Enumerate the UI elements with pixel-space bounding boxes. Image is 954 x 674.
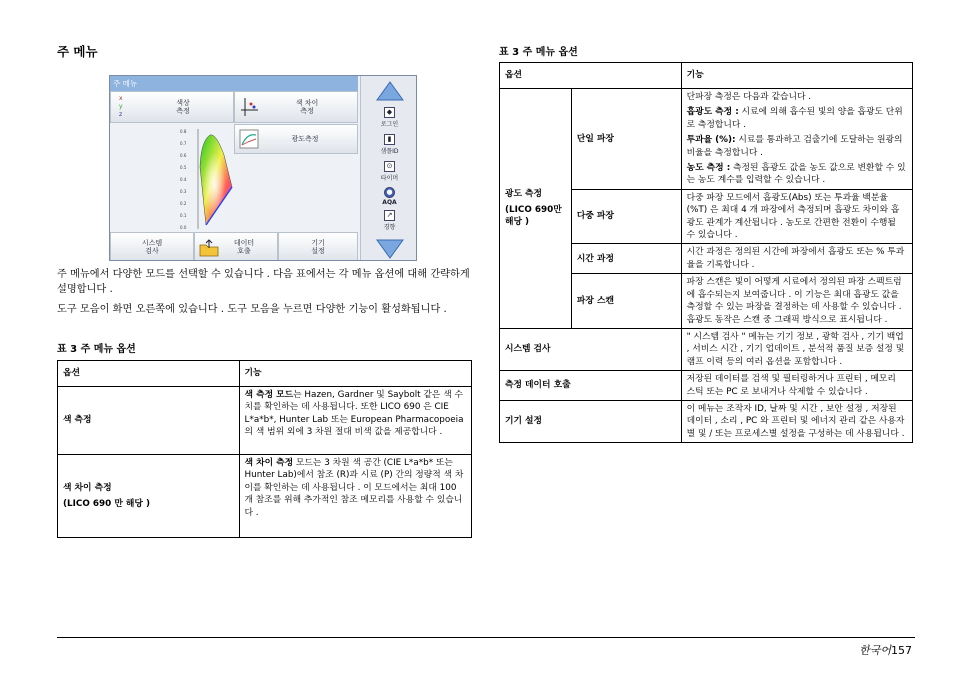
row-name-color-diff-note: (LICO 690 만 해당 )	[63, 498, 150, 509]
tick-label: 0.6	[180, 153, 187, 158]
row-name-color: 색 측정	[58, 387, 240, 455]
side-item-trend-label: 경향	[383, 224, 396, 231]
single-item-3-bold: 농도 측정 :	[686, 163, 731, 174]
tick-label: 0.1	[180, 213, 187, 218]
right-options-table	[499, 62, 913, 443]
axes-icon	[239, 96, 259, 118]
row-desc-multi: 다중 파장 모드에서 흡광도(Abs) 또는 투과율 백분율 (%T) 은 최대 4 개 파장에서 측정되며 흡광도 차이와 흡광도 관계가 계산됩니다 . 농도로 간편한 전환이 수행될 수 있습니다 .	[681, 189, 912, 244]
side-item-timer[interactable]	[363, 158, 416, 182]
row-desc-time: 시간 과정은 정의된 시간에 파장에서 흡광도 또는 % 투과율을 기록합니다 .	[681, 244, 912, 274]
color-difference-label: 색 차이 측정	[295, 99, 319, 115]
intro-paragraph: 주 메뉴에서 다양한 모드를 선택할 수 있습니다 . 다음 표에서는 각 메뉴 옵션에 대해 간략하게 설명합니다 .	[57, 269, 470, 295]
side-item-aqa-label: AQA	[382, 199, 397, 206]
row-name-setup: 기기 설정	[500, 400, 682, 442]
side-item-trend[interactable]	[363, 207, 416, 231]
group-absorbance	[500, 89, 572, 329]
system-check-label: 시스템 검사	[141, 239, 163, 255]
single-item-1-bold: 흡광도 측정 :	[686, 107, 739, 118]
axis-y-label: y	[119, 103, 123, 110]
login-icon: ◆	[384, 107, 395, 118]
table-row	[58, 387, 472, 455]
sample-id-icon: ▮	[384, 134, 395, 145]
side-item-sample-id[interactable]	[363, 131, 416, 155]
table-header-row	[58, 361, 472, 387]
side-item-timer-label: 타이머	[380, 175, 399, 182]
aqa-icon: ●	[384, 187, 395, 198]
timer-icon: ⊙	[384, 161, 395, 172]
single-item-1	[687, 106, 907, 131]
table-header-row	[500, 63, 913, 89]
axis-x-label: x	[119, 95, 123, 102]
side-item-login-label: 로그인	[380, 121, 399, 128]
single-item-2	[687, 134, 907, 159]
desc-color-text: 는 Hazen, Gardner 및 Saybolt 같은 색 수치를 확인하는 데 사용됩니다. 또한 LICO 690 은 CIE L*a*b*, Hunter Lab 또는 European Pharmacopoeia 의 색 범위 외에 3 차원 절대 비색 값을 제공합니다 .	[244, 390, 464, 438]
tick-label: 0.4	[180, 177, 187, 182]
row-desc-color	[239, 387, 471, 455]
color-measurement-label: 색상 측정	[176, 99, 190, 115]
absorbance-button[interactable]	[234, 124, 358, 154]
header-option: 옵션	[500, 63, 682, 89]
side-item-aqa[interactable]	[363, 182, 416, 206]
header-option: 옵션	[58, 361, 240, 387]
single-item-1-text: 시료에 의해 흡수된 빛의 양을 흡광도 단위로 측정합니다 .	[686, 107, 903, 130]
tick-label: 0.5	[180, 165, 187, 170]
toolbar-paragraph: 도구 모음이 화면 오른쪽에 있습니다 . 도구 모음을 누르면 다양한 기능이 활성화됩니다 .	[57, 304, 447, 315]
table-row	[500, 400, 913, 442]
tick-label: 0.8	[180, 129, 187, 134]
side-item-sample-id-label: 샘플ID	[380, 148, 399, 155]
group-absorbance-note: (LICO 690만 해당 )	[505, 204, 562, 228]
recall-data-label: 데이터 호출	[233, 239, 255, 255]
screen-title: 주 메뉴	[110, 76, 358, 91]
color-measurement-button[interactable]	[110, 91, 234, 123]
side-toolbar	[360, 76, 417, 261]
row-name-single: 단일 파장	[571, 89, 681, 190]
row-name-color-diff-title: 색 차이 측정	[63, 483, 112, 494]
table-row	[500, 89, 913, 190]
recall-data-button[interactable]	[194, 232, 278, 261]
desc-color-diff-text: 모드는 3 차원 색 공간 (CIE L*a*b* 또는 Hunter Lab)에서 참조 (R)과 시료 (P) 간의 정량적 색 차이를 확인하는 데 사용됩니다 . 이 모드에서는 최대 100 개 참조를 위해 추가적인 참조 메모리를 사용할 수 있습니다 .	[244, 458, 464, 518]
row-desc-system: " 시스템 검사 " 메뉴는 기기 정보 , 광학 검사 , 기기 백업 , 서비스 시간 , 기기 업데이트 , 분석적 품질 보증 설정 및 램프 이력 등의 여러 옵션을 포함합니다 .	[681, 328, 912, 370]
row-desc-recall: 저장된 데이터를 검색 및 필터링하거나 프린터 , 메모리 스틱 또는 PC 로 보내거나 삭제할 수 있습니다 .	[681, 371, 912, 401]
row-name-multi: 다중 파장	[571, 189, 681, 244]
page-heading: 주 메뉴	[57, 44, 98, 59]
group-absorbance-title: 광도 측정	[505, 189, 543, 200]
arrow-up-icon[interactable]	[375, 80, 405, 104]
table-row	[500, 371, 913, 401]
curve-chart-icon	[239, 129, 259, 149]
header-function: 기능	[681, 63, 912, 89]
side-item-login[interactable]	[363, 104, 416, 128]
tick-label: 0.2	[180, 201, 187, 206]
tick-label: 0.7	[180, 141, 187, 146]
desc-color-diff-bold: 색 차이 측정	[244, 458, 294, 468]
footer-language: 한국어	[859, 644, 891, 657]
row-name-system: 시스템 검사	[500, 328, 682, 370]
desc-color-bold: 색 측정 모드	[244, 390, 294, 400]
folder-icon	[199, 239, 219, 257]
single-intro: 단파장 측정은 다음과 같습니다 .	[686, 92, 812, 102]
chromaticity-plot	[194, 127, 234, 231]
row-name-time: 시간 과정	[571, 244, 681, 274]
absorbance-label: 광도측정	[291, 135, 319, 143]
row-name-scan: 파장 스캔	[571, 274, 681, 329]
footer-page-number: 157	[891, 644, 912, 657]
arrow-down-icon[interactable]	[375, 236, 405, 260]
instrument-setup-label: 기기 설정	[311, 239, 325, 255]
chromaticity-diagram	[110, 124, 234, 232]
table-row	[500, 328, 913, 370]
instrument-setup-button[interactable]	[278, 232, 358, 261]
header-function: 기능	[239, 361, 471, 387]
device-screen	[109, 75, 417, 261]
single-item-2-text: 시료를 통과하고 검출기에 도달하는 원광의 비율을 측정합니다 .	[686, 135, 903, 158]
row-name-recall: 측정 데이터 호출	[500, 371, 682, 401]
axis-z-label: z	[119, 111, 123, 118]
left-options-table	[57, 360, 472, 538]
row-name-color-diff	[58, 455, 240, 538]
row-desc-scan: 파장 스캔은 빛이 어떻게 시료에서 정의된 파장 스펙트럼에 흡수되는지 보여줍니다 . 이 기능은 최대 흡광도 값을 측정할 수 있는 파장을 결정하는 데 사용할 수 있습니다 . 흡광도 동작은 스캔 중 그래픽 방식으로 표시됩니다 .	[681, 274, 912, 329]
tick-label: 0.3	[180, 189, 187, 194]
trend-icon: ↗	[384, 210, 395, 221]
footer-rule	[57, 637, 915, 638]
tick-label: 0.0	[180, 225, 187, 230]
single-item-2-bold: 투과율 (%):	[686, 135, 736, 146]
single-item-3-text: 측정된 흡광도 값을 농도 값으로 변환할 수 있는 농도 계수를 입력할 수 있습니다 .	[686, 163, 906, 186]
page-footer	[859, 642, 912, 658]
left-table-caption: 표 3 주 메뉴 옵션	[57, 344, 136, 355]
right-table-caption: 표 3 주 메뉴 옵션	[499, 47, 578, 58]
color-difference-button[interactable]	[234, 91, 358, 123]
row-desc-setup: 이 메뉴는 조작자 ID, 날짜 및 시간 , 보안 설정 , 저장된 데이터 , 소리 , PC 와 프린터 및 에너지 관리 같은 사용자별 및 / 또는 프로세스별 설정을 구성하는 데 사용됩니다 .	[681, 400, 912, 442]
single-item-3	[687, 162, 907, 187]
row-desc-color-diff	[239, 455, 471, 538]
system-check-button[interactable]	[110, 232, 194, 261]
table-row	[58, 455, 472, 538]
row-desc-single	[681, 89, 912, 190]
